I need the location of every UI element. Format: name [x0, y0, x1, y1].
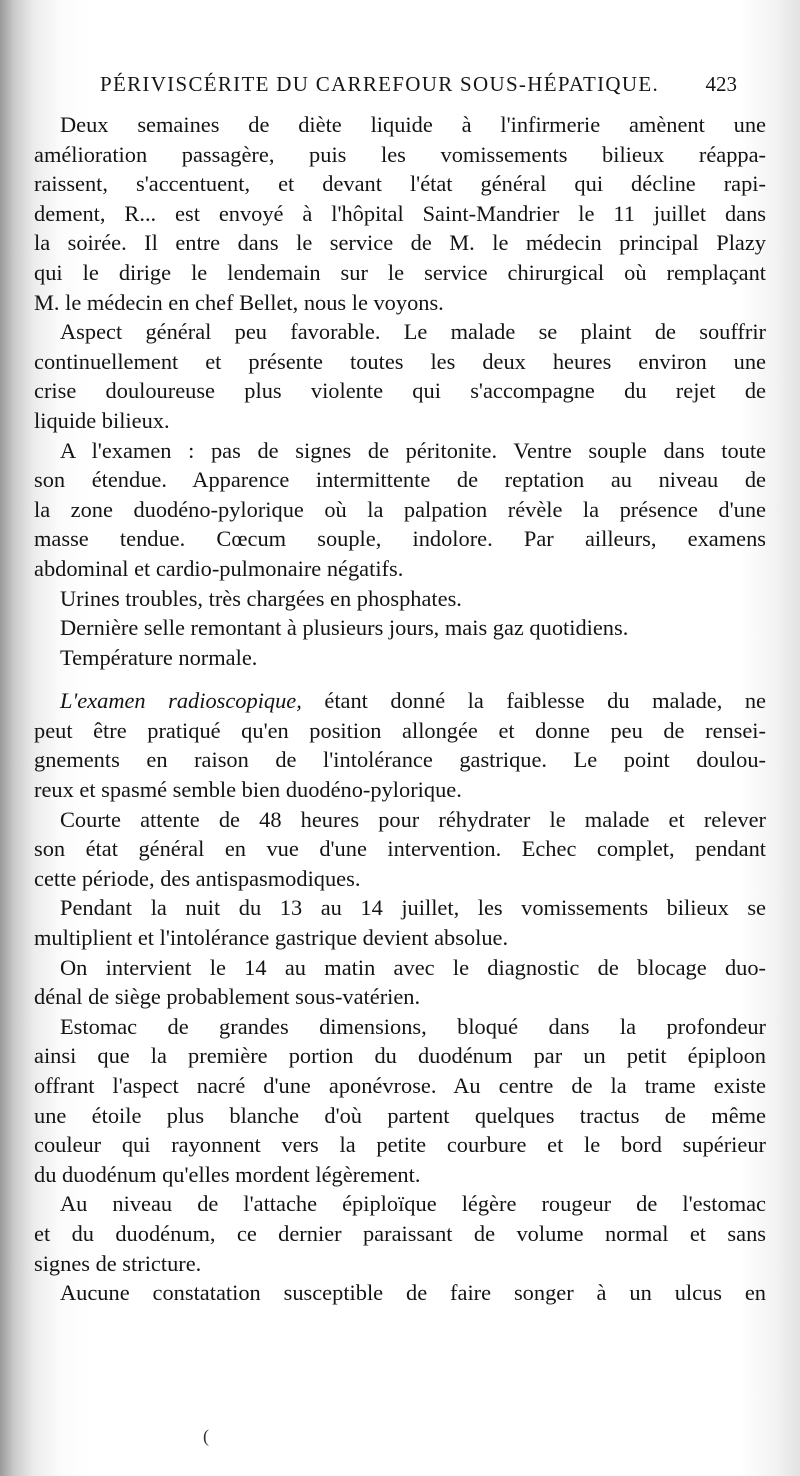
page-number: 423 [705, 72, 737, 96]
text-line: Deux semaines de diète liquide à l'infirmerie amènent une [60, 112, 766, 137]
footer-mark: ( [203, 1426, 209, 1446]
paragraph [34, 584, 766, 614]
text-line: dénal de siège probablement sous-vatérien. [34, 984, 421, 1010]
text-line: dement, R... est envoyé à l'hôpital Saint-Mandrier le 11 juillet dans [34, 200, 766, 226]
paragraph [34, 953, 766, 1012]
text-line: la soirée. Il entre dans le service de M. le médecin principal Plazy [34, 230, 766, 256]
body-text [34, 110, 766, 1308]
text-line: liquide bilieux. [34, 407, 170, 433]
text-line: continuellement et présente toutes les deux heures environ une [34, 348, 766, 374]
running-title: PÉRIVISCÉRITE DU CARREFOUR SOUS-HÉPATIQUE. [100, 72, 660, 96]
text-line: Courte attente de 48 heures pour réhydrater le malade et relever [60, 806, 766, 832]
text-line: ainsi que la première portion du duodénum par un petit épiploon [34, 1043, 766, 1069]
text-line: Température normale. [60, 644, 258, 670]
text-line: On intervient le 14 au matin avec le diagnostic de blocage duo- [60, 954, 766, 980]
text-line: abdominal et cardio-pulmonaire négatifs. [34, 555, 404, 581]
page-header [100, 66, 745, 102]
paragraph [34, 1189, 766, 1278]
paragraph [34, 893, 766, 952]
text-line: multiplient et l'intolérance gastrique devient absolue. [34, 925, 509, 951]
text-line: masse tendue. Cœcum souple, indolore. Par ailleurs, examens [34, 526, 766, 552]
text-line: et du duodénum, ce dernier paraissant de volume normal et sans [34, 1220, 766, 1246]
text-line: Pendant la nuit du 13 au 14 juillet, les vomissements bilieux se [60, 895, 766, 921]
text-line: raissent, s'accentuent, et devant l'état général qui décline rapi- [34, 171, 766, 197]
text-line: A l'examen : pas de signes de péritonite. Ventre souple dans toute [60, 437, 766, 463]
text-line: Aucune constatation susceptible de faire songer à un ulcus en [60, 1280, 766, 1306]
text-line: M. le médecin en chef Bellet, nous le voyons. [34, 289, 444, 315]
text-line: gnements en raison de l'intolérance gastrique. Le point doulou- [34, 747, 766, 773]
paragraph [34, 643, 766, 673]
text-line: offrant l'aspect nacré d'une aponévrose. Au centre de la trame existe [34, 1073, 766, 1098]
paragraph [34, 686, 766, 804]
text-line: Urines troubles, très chargées en phosphates. [60, 585, 462, 611]
text-line: une étoile plus blanche d'où partent quelques tractus de même [34, 1102, 766, 1128]
text-line: reux et spasmé semble bien duodéno-pylorique. [34, 777, 462, 803]
paragraph [34, 436, 766, 584]
text-line: cette période, des antispasmodiques. [34, 865, 361, 891]
paragraph [34, 110, 766, 317]
text-line: qui le dirige le lendemain sur le service chirurgical où remplaçant [34, 259, 766, 285]
text-line: couleur qui rayonnent vers la petite courbure et le bord supérieur [34, 1132, 766, 1158]
text-line: la zone duodéno-pylorique où la palpation révèle la présence d'une [34, 496, 766, 522]
text-line: Dernière selle remontant à plusieurs jours, mais gaz quotidiens. [60, 615, 629, 641]
text-line: L'examen radioscopique, étant donné la faiblesse du malade, ne [60, 688, 766, 714]
paragraph [34, 805, 766, 894]
text-line: peut être pratiqué qu'en position allongée et donne peu de rensei- [34, 717, 766, 743]
text-line: Estomac de grandes dimensions, bloqué dans la profondeur [60, 1013, 766, 1039]
text-line: Aspect général peu favorable. Le malade se plaint de souffrir [60, 319, 766, 345]
text-line: son étendue. Apparence intermittente de reptation au niveau de [34, 467, 766, 493]
text-line: Au niveau de l'attache épiploïque légère rougeur de l'estomac [60, 1191, 766, 1217]
paragraph [34, 317, 766, 435]
text-line: son état général en vue d'une intervention. Echec complet, pendant [34, 836, 766, 862]
paragraph [34, 1012, 766, 1190]
paragraph [34, 1278, 766, 1308]
text-line: amélioration passagère, puis les vomissements bilieux réappa- [34, 141, 766, 167]
text-line: crise douloureuse plus violente qui s'accompagne du rejet de [34, 378, 766, 404]
paragraph [34, 613, 766, 643]
paragraph-gap [34, 672, 766, 686]
text-line: signes de stricture. [34, 1250, 202, 1276]
text-line: du duodénum qu'elles mordent légèrement. [34, 1161, 421, 1187]
